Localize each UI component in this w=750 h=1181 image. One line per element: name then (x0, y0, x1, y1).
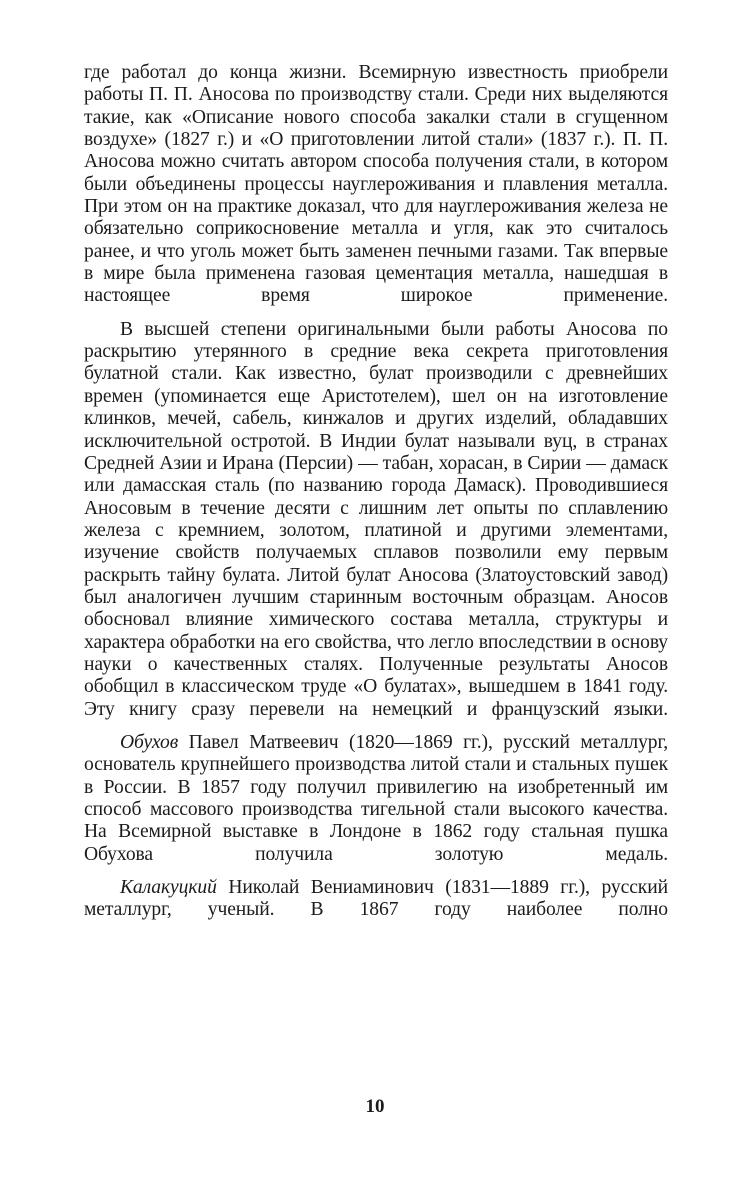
paragraph-text: Павел Матвеевич (1820—1869 гг.), русский металлург, основатель крупнейшего производства литой стали и стальных пушек в России. В 1857 году получил привилегию на изобретенный им способ массового производства тигельной стали высокого качества. На Всемирной выставке в Лондоне в 1862 году стальная пушка Обухова получила золотую медаль. (84, 731, 668, 865)
paragraph-text: где работал до конца жизни. Всемирную известность приобрели работы П. П. Аносова по производству стали. Среди них выделяются такие, как «Описание нового способа закалки стали в сгущенном воздухе» (1827 г.) и «О приготовлении литой стали» (1837 г.). П. П. Аносова можно считать автором способа получения стали, в котором были объединены процессы науглероживания и плавления металла. При этом он на практике доказал, что для науглероживания железа не обязательно соприкосновение металла и угля, как это считалось ранее, и что уголь может быть заменен печными газами. Так впервые в мире была применена газовая цементация металла, нашедшая в настоящее время широкое применение. (84, 62, 668, 307)
page-number: 10 (365, 1096, 385, 1117)
paragraph-text: Николай Вениаминович (1831—1889 гг.), русский металлург, ученый. В 1867 году наиболее полно (84, 877, 668, 921)
paragraph-anosov-works (84, 62, 668, 308)
text-block (84, 62, 668, 922)
paragraph-kalakutsky (84, 877, 668, 922)
person-name-kalakutsky: Калакуцкий (120, 877, 217, 899)
paragraph-bulat (84, 319, 668, 721)
paragraph-obukhov (84, 732, 668, 866)
person-name-obukhov: Обухов (120, 731, 179, 753)
paragraph-text: В высшей степени оригинальными были работы Аносова по раскрытию утерянного в средние века секрета приготовления булатной стали. Как известно, булат производили с древнейших времен (упоминается еще Аристотелем), шел он на изготовление клинков, мечей, сабель, кинжалов и других изделий, обладавших исключительной остротой. В Индии булат называли вуц, в странах Средней Азии и Ирана (Персии) — табан, хорасан, в Сирии — дамаск или дамасская сталь (по названию города Дамаск). Проводившиеся Аносовым в течение десяти с лишним лет опыты по сплавлению железа с кремнием, золотом, платиной и другими элементами, изучение свойств получаемых сплавов позволили ему первым раскрыть тайну булата. Литой булат Аносова (Златоустовский завод) был аналогичен лучшим старинным восточным образцам. Аносов обосновал влияние химического состава металла, структуры и характера обработки на его свойства, что легло впоследствии в основу науки о качественных сталях. Полученные результаты Аносов обобщил в классическом труде «О булатах», вышедшем в 1841 году. Эту книгу сразу перевели на немецкий и французский языки. (84, 318, 668, 720)
